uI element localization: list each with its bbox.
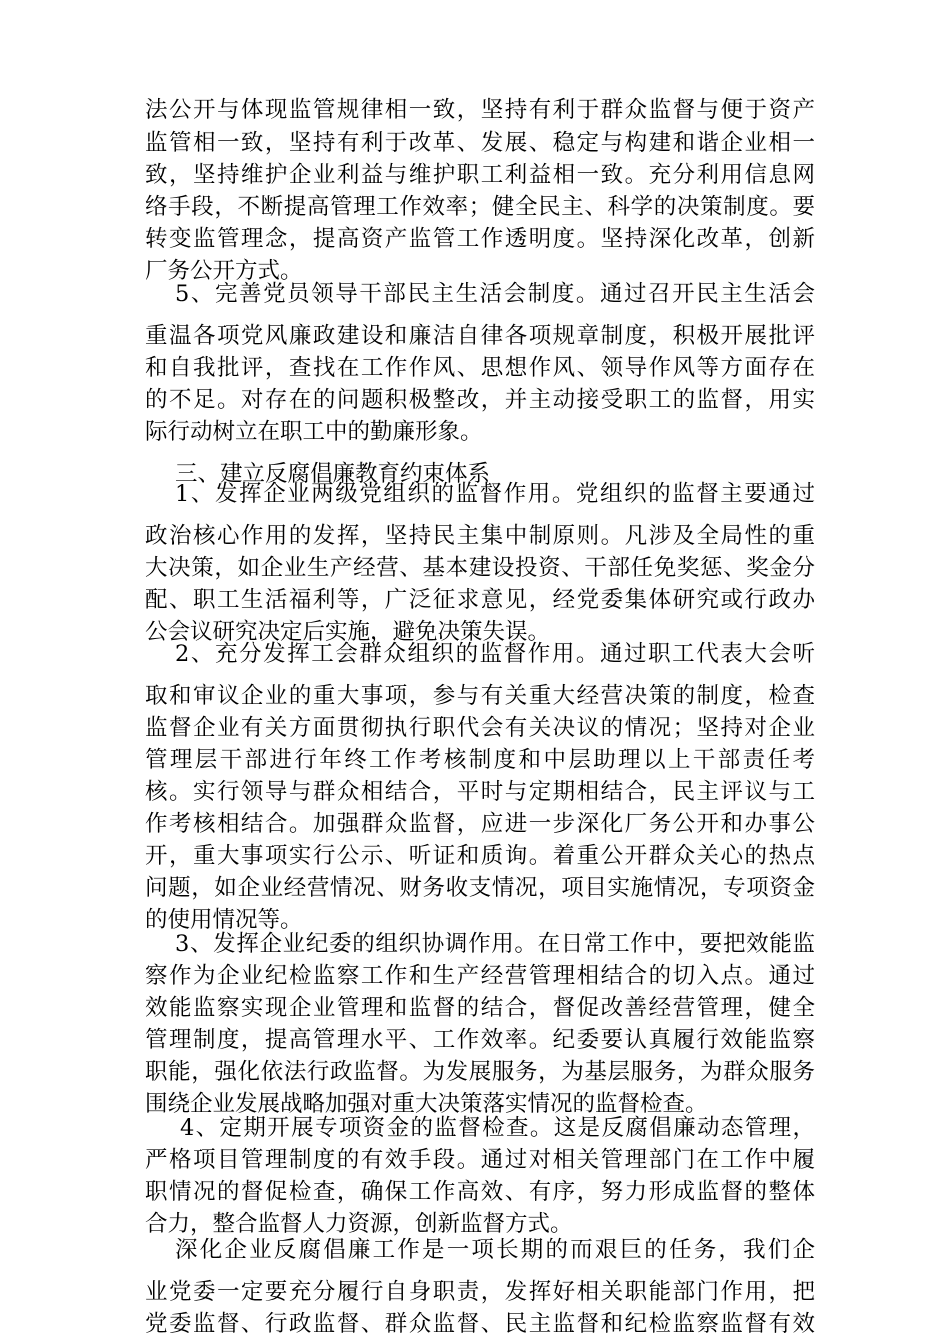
text-line: 核。实行领导与群众相结合，平时与定期相结合，民主评议与工 <box>145 779 815 805</box>
text-line: 和自我批评，查找在工作作风、思想作风、领导作风等方面存在 <box>145 355 815 381</box>
text-line: 问题，如企业经营情况、财务收支情况，项目实施情况，专项资金 <box>145 875 815 901</box>
paragraph-heading: 2、充分发挥工会群众组织的监督作用。通过职工代表大会听 <box>175 641 815 667</box>
text-line: 作考核相结合。加强群众监督，应进一步深化厂务公开和办事公 <box>145 811 815 837</box>
text-line: 管理层干部进行年终工作考核制度和中层助理以上干部责任考 <box>145 747 815 773</box>
text-line: 管理制度，提高管理水平、工作效率。纪委要认真履行效能监察 <box>145 1027 815 1053</box>
text-line: 政治核心作用的发挥，坚持民主集中制原则。凡涉及全局性的重 <box>145 523 815 549</box>
text-line: 致，坚持维护企业利益与维护职工利益相一致。充分利用信息网 <box>145 162 815 188</box>
text-line: 法公开与体现监管规律相一致，坚持有利于群众监督与便于资产 <box>145 97 815 123</box>
text-line: 严格项目管理制度的有效手段。通过对相关管理部门在工作中履 <box>145 1147 815 1173</box>
text-line: 重温各项党风廉政建设和廉洁自律各项规章制度，积极开展批评 <box>145 323 815 349</box>
text-line: 配、职工生活福利等，广泛征求意见，经党委集体研究或行政办 <box>145 587 815 613</box>
paragraph-heading: 深化企业反腐倡廉工作是一项长期的而艰巨的任务，我们企 <box>175 1237 815 1263</box>
text-line: 察作为企业纪检监察工作和生产经营管理相结合的切入点。通过 <box>145 963 815 989</box>
text-line: 效能监察实现企业管理和监督的结合，督促改善经营管理，健全 <box>145 995 815 1021</box>
text-line: 公会议研究决定后实施，避免决策失误。 <box>145 619 551 645</box>
paragraph-heading: 5、完善党员领导干部民主生活会制度。通过召开民主生活会 <box>175 281 815 307</box>
section-heading: 三、建立反腐倡廉教育约束体系 <box>175 461 491 487</box>
text-line: 取和审议企业的重大事项，参与有关重大经营决策的制度，检查 <box>145 683 815 709</box>
text-line: 厂务公开方式。 <box>145 258 303 284</box>
paragraph-heading: 4、定期开展专项资金的监督检查。这是反腐倡廉动态管理， <box>180 1115 815 1141</box>
text-line: 监管相一致，坚持有利于改革、发展、稳定与构建和谐企业相一 <box>145 130 815 156</box>
text-line: 围绕企业发展战略加强对重大决策落实情况的监督检查。 <box>145 1091 708 1117</box>
text-line: 际行动树立在职工中的勤廉形象。 <box>145 419 483 445</box>
text-line: 转变监管理念，提高资产监管工作透明度。坚持深化改革，创新 <box>145 226 815 252</box>
text-line: 大决策，如企业生产经营、基本建设投资、干部任免奖惩、奖金分 <box>145 555 815 581</box>
text-line: 开，重大事项实行公示、听证和质询。着重公开群众关心的热点 <box>145 843 815 869</box>
paragraph-heading: 1、发挥企业两级党组织的监督作用。党组织的监督主要通过 <box>175 481 815 507</box>
text-line: 合力，整合监督人力资源，创新监督方式。 <box>145 1211 573 1237</box>
paragraph-heading: 3、发挥企业纪委的组织协调作用。在日常工作中，要把效能监 <box>175 931 815 957</box>
text-line: 络手段，不断提高管理工作效率；健全民主、科学的决策制度。要 <box>145 194 815 220</box>
text-line: 监督企业有关方面贯彻执行职代会有关决议的情况；坚持对企业 <box>145 715 815 741</box>
text-line: 的不足。对存在的问题积极整改，并主动接受职工的监督，用实 <box>145 387 815 413</box>
text-line: 职能，强化依法行政监督。为发展服务，为基层服务，为群众服务 <box>145 1059 815 1085</box>
text-line: 职情况的督促检查，确保工作高效、有序，努力形成监督的整体 <box>145 1179 815 1205</box>
text-line: 的使用情况等。 <box>145 907 303 933</box>
text-line: 党委监督、行政监督、群众监督、民主监督和纪检监察监督有效 <box>145 1311 815 1337</box>
text-line: 业党委一定要充分履行自身职责，发挥好相关职能部门作用，把 <box>145 1279 815 1305</box>
